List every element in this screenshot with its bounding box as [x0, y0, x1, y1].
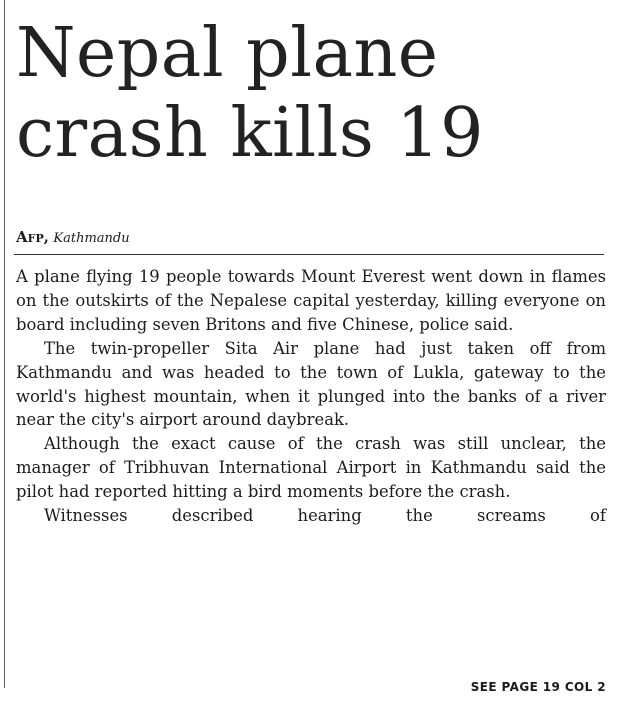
- paragraph-1: A plane flying 19 people towards Mount Everest went down in flames on the outskirts of the Nepalese capital yesterday, killing everyone on board including seven Britons and five Chinese, police said.: [16, 267, 606, 334]
- article-body: [16, 265, 606, 528]
- paragraph-3: Although the exact cause of the crash was still unclear, the manager of Tribhuvan International Airport in Kathmandu said the pilot had reported hitting a bird moments before the crash.: [16, 434, 606, 502]
- column-rule: [4, 0, 5, 688]
- paragraph-4: Witnesses described hearing the screams of: [44, 506, 606, 526]
- paragraph-2: The twin-propeller Sita Air plane had just taken off from Kathmandu and was headed to the town of Lukla, gateway to the world's highest mountain, when it plunged into the banks of a river near the city's airport around daybreak.: [16, 338, 606, 430]
- headline-line-2: crash kills 19: [16, 94, 484, 173]
- headline: [16, 14, 616, 174]
- byline-divider: [14, 254, 604, 255]
- byline-agency: Afp,: [16, 228, 49, 246]
- byline: [16, 228, 130, 246]
- byline-location: Kathmandu: [53, 231, 130, 246]
- continuation-jump-line: SEE PAGE 19 COL 2: [470, 680, 606, 694]
- headline-line-1: Nepal plane: [16, 14, 439, 93]
